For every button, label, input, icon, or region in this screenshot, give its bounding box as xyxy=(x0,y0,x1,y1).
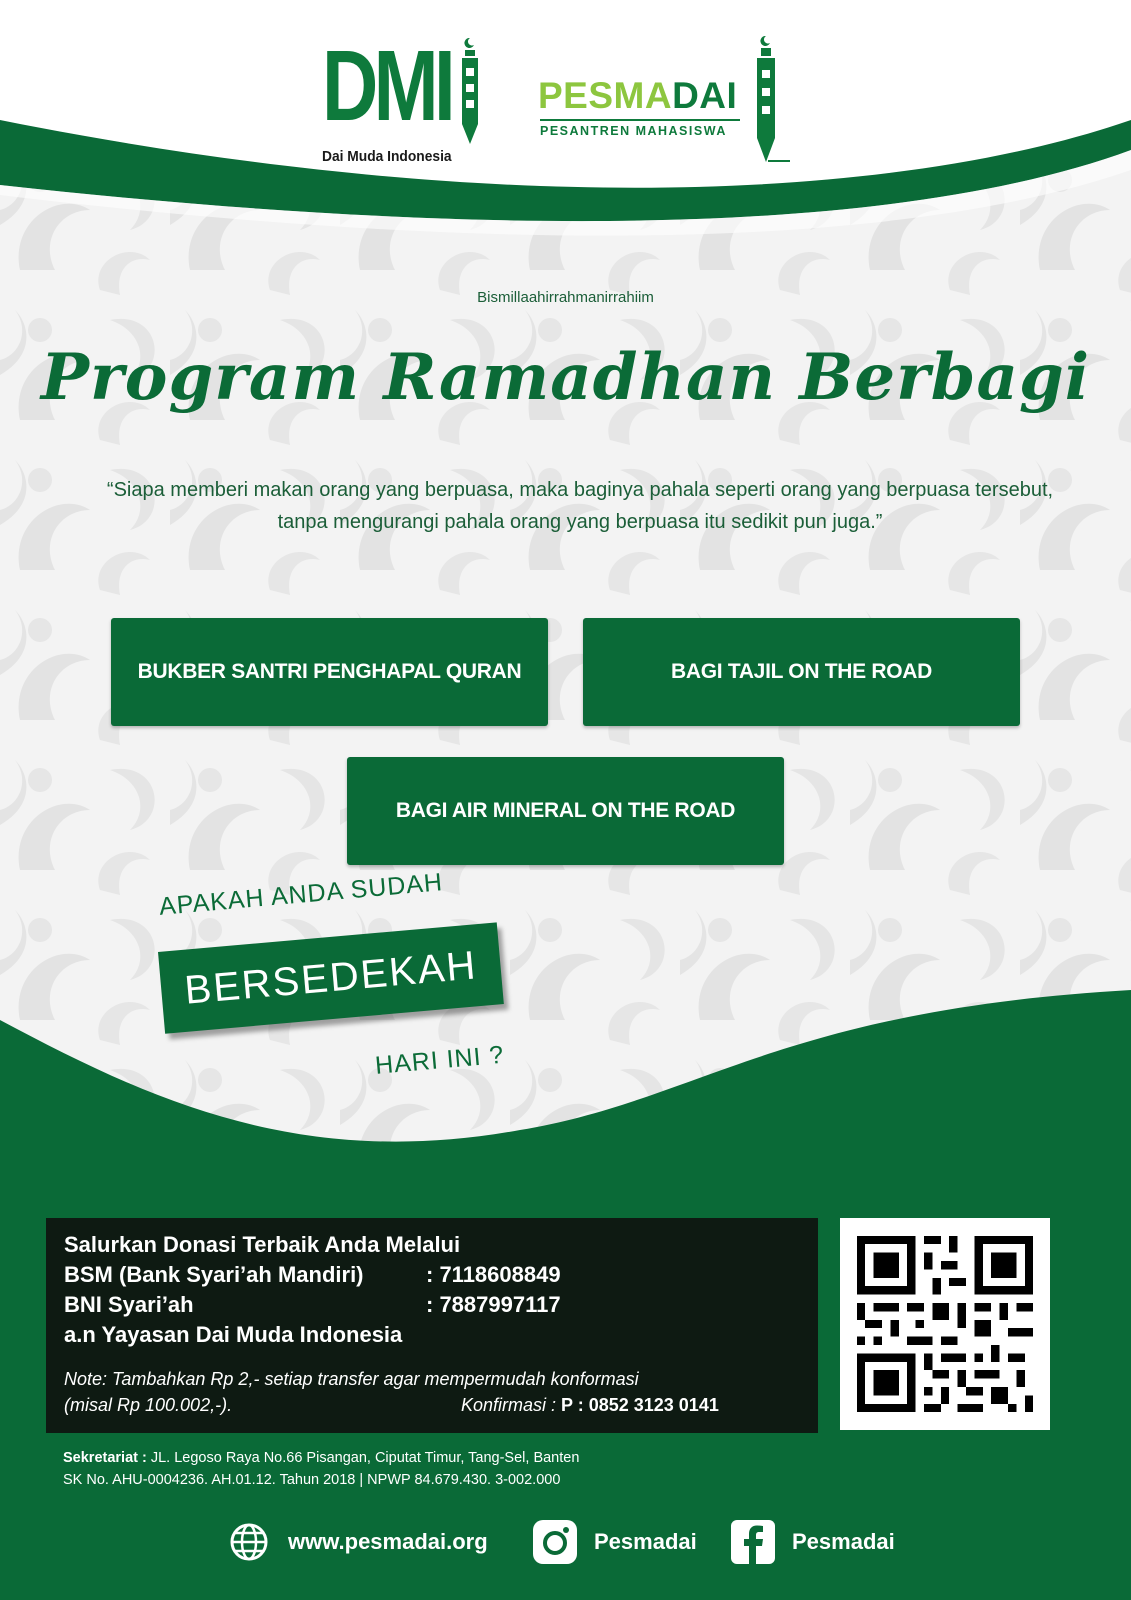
transfer-note-example: (misal Rp 100.002,-). xyxy=(64,1395,233,1415)
transfer-note: Note: Tambahkan Rp 2,- setiap transfer agar mempermudah konformasi xyxy=(64,1369,639,1389)
confirmation-label: Konfirmasi : xyxy=(461,1395,562,1415)
pesmadai-logo xyxy=(538,36,808,171)
instagram-link[interactable] xyxy=(532,1519,697,1565)
bsm-label: BSM (Bank Syari’ah Mandiri) xyxy=(64,1262,364,1287)
donation-info-box xyxy=(46,1218,818,1433)
legal-info: SK No. AHU-0004236. AH.01.12. Tahun 2018 | NPWP 84.679.430. 3-002.000 xyxy=(63,1472,561,1488)
sedekah-banner-text: BERSEDEKAH xyxy=(182,942,479,1013)
qr-code[interactable] xyxy=(840,1218,1050,1430)
facebook-link[interactable] xyxy=(730,1519,895,1565)
facebook-icon xyxy=(730,1519,776,1565)
program-tajil-button[interactable]: BAGI TAJIL ON THE ROAD xyxy=(583,618,1020,726)
dmi-tagline: Dai Muda Indonesia xyxy=(322,148,452,165)
pesmadai-word-part1: PESMA xyxy=(538,75,673,116)
sekretariat-label: Sekretariat : xyxy=(63,1450,147,1466)
pesmadai-divider xyxy=(540,119,740,121)
sekretariat-address: JL. Legoso Raya No.66 Pisangan, Ciputat Timur, Tang-Sel, Banten xyxy=(146,1450,580,1466)
program-air-mineral-button[interactable]: BAGI AIR MINERAL ON THE ROAD xyxy=(347,757,784,865)
globe-icon xyxy=(226,1519,272,1565)
hadith-quote: “Siapa memberi makan orang yang berpuasa, maka baginya pahala seperti orang yang berpuasa tersebut, tanpa mengurangi pahala orang yang berpuasa itu sedikit pun juga.” xyxy=(106,479,1054,533)
pesmadai-tagline: PESANTREN MAHASISWA xyxy=(540,124,727,138)
instagram-icon xyxy=(532,1519,578,1565)
pesmadai-wordmark xyxy=(538,76,737,116)
dmi-logo xyxy=(322,30,502,171)
qr-code-image xyxy=(840,1218,1050,1430)
bni-label: BNI Syari’ah xyxy=(64,1292,194,1317)
minaret-pen-icon xyxy=(455,38,485,146)
website-url: www.pesmadai.org xyxy=(288,1529,488,1554)
bsm-account-number: : 7118608849 xyxy=(426,1262,561,1287)
sekretariat-address-line xyxy=(63,1447,579,1469)
bismillah-text: Bismillaahirrahmanirrahiim xyxy=(477,289,654,306)
sedekah-question-bottom: HARI INI ? xyxy=(374,1040,506,1080)
minaret-pen-icon xyxy=(750,36,790,168)
pesmadai-word-part2: DAI xyxy=(672,75,738,116)
sedekah-question-top: APAKAH ANDA SUDAH xyxy=(158,868,445,921)
confirmation-contact xyxy=(461,1395,719,1416)
instagram-handle: Pesmadai xyxy=(594,1529,697,1554)
program-bukber-button[interactable]: BUKBER SANTRI PENGHAPAL QURAN xyxy=(111,618,548,726)
account-holder: a.n Yayasan Dai Muda Indonesia xyxy=(64,1322,403,1347)
dmi-logo-letters: DMI xyxy=(322,30,451,142)
page-title: Program Ramadhan Berbagi xyxy=(40,340,1091,415)
bni-account-number: : 7887997117 xyxy=(426,1292,561,1317)
website-link[interactable] xyxy=(226,1519,488,1565)
facebook-handle: Pesmadai xyxy=(792,1529,895,1554)
sekretariat-info xyxy=(63,1447,579,1491)
confirmation-phone: P : 0852 3123 0141 xyxy=(561,1395,719,1415)
donation-heading: Salurkan Donasi Terbaik Anda Melalui xyxy=(64,1232,461,1257)
